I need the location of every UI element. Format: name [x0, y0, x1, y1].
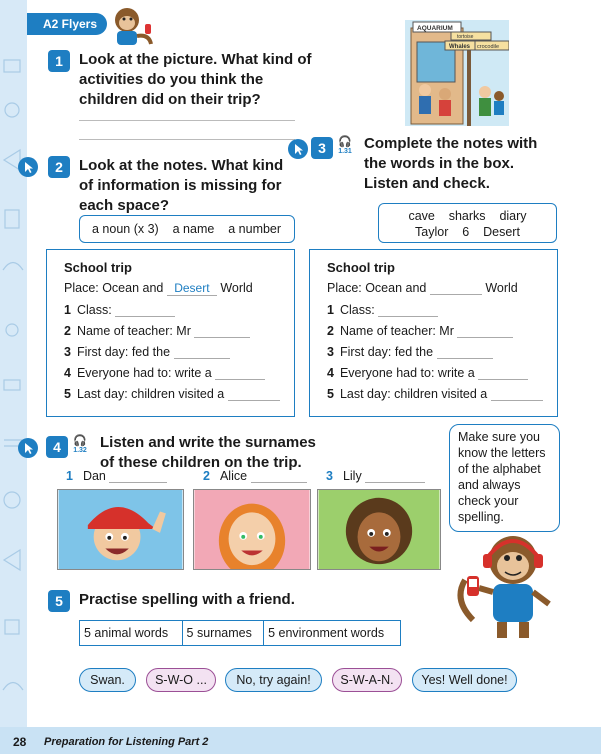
category-surnames: 5 surnames	[183, 621, 265, 645]
category-animal-words: 5 animal words	[80, 621, 183, 645]
exercise-5-heading: Practise spelling with a friend.	[79, 591, 295, 608]
cursor-icon	[18, 438, 38, 458]
spelling-categories-table	[79, 620, 401, 646]
monkey-headphones-mascot	[453, 530, 563, 640]
child-label-2: 2 Alice	[203, 469, 307, 483]
word-box-line-2: Taylor 6 Desert	[415, 225, 520, 239]
tip-speech-bubble: Make sure you know the letters of the alphabet and always check your spelling.	[449, 424, 560, 532]
exercise-1-number: 1	[48, 50, 70, 72]
footer-title: Preparation for Listening Part 2	[44, 736, 209, 748]
crocodile-sign: crocodile	[477, 44, 500, 50]
exercise-2-heading: Look at the notes. What kind of information is missing for each space?	[79, 157, 284, 214]
notes-left-item: 5 Last day: children visited a	[64, 387, 280, 401]
notes-left-item: 3 First day: fed the	[64, 345, 230, 359]
notes-right-place: Place: Ocean and World	[327, 281, 518, 295]
option-name: a name	[172, 222, 215, 236]
word-box-line-1: cave sharks diary	[408, 209, 527, 223]
exercise-2-number: 2	[48, 156, 70, 178]
notes-left-item: 1 Class:	[64, 303, 175, 317]
word-box	[378, 203, 557, 243]
notes-right-item[interactable]: 2 Name of teacher: Mr	[327, 324, 513, 338]
category-environment-words: 5 environment words	[268, 626, 385, 640]
exercise-3-heading: Complete the notes with the words in the box. Listen and check.	[364, 135, 538, 192]
dialogue-bubble-swo: S-W-O ...	[146, 668, 216, 692]
notes-left-title: School trip	[64, 260, 132, 275]
tortoise-sign: tortoise	[457, 34, 474, 40]
aquarium-sign: AQUARIUM	[417, 25, 453, 32]
headphones-icon: 🎧 1.32	[73, 435, 87, 454]
child-picture-lily	[317, 489, 441, 570]
notes-left-item: 2 Name of teacher: Mr	[64, 324, 250, 338]
child-picture-alice	[193, 489, 311, 570]
level-tab: A2 Flyers	[27, 13, 107, 35]
option-noun: a noun (x 3)	[92, 222, 159, 236]
notes-right-item[interactable]: 1 Class:	[327, 303, 438, 317]
audio-track-1-31: 1.31	[338, 148, 352, 155]
notes-right-title: School trip	[327, 260, 395, 275]
child-label-3: 3 Lily	[326, 469, 425, 483]
notes-left-place: Place: Ocean and Desert World	[64, 281, 253, 295]
side-doodle-pattern	[0, 0, 27, 754]
page-number: 28	[13, 735, 27, 749]
audio-track-1-32: 1.32	[73, 447, 87, 454]
info-type-box	[79, 215, 295, 243]
notes-right-item[interactable]: 5 Last day: children visited a	[327, 387, 543, 401]
exercise-1-answer-line-2	[79, 139, 295, 140]
notes-right-item[interactable]: 4 Everyone had to: write a	[327, 366, 528, 380]
exercise-1-heading: Look at the picture. What kind of activities do you think the children did on their trip?	[79, 51, 312, 108]
place-blank[interactable]	[430, 282, 482, 295]
notes-right-item[interactable]: 3 First day: fed the	[327, 345, 493, 359]
cursor-icon	[288, 139, 308, 159]
whales-sign: Whales	[449, 44, 471, 50]
exercise-5-number: 5	[48, 590, 70, 612]
exercise-4-number: 4	[46, 436, 68, 458]
cursor-icon	[18, 157, 38, 177]
exercise-4-heading: Listen and write the surnames of these children on the trip.	[100, 434, 316, 471]
exercise-1-answer-line-1	[79, 120, 295, 121]
handwritten-answer: Desert	[167, 281, 217, 296]
dialogue-bubble-swan: Swan.	[79, 668, 136, 692]
monkey-mascot-top	[105, 4, 157, 52]
dialogue-bubble-well-done: Yes! Well done!	[412, 668, 517, 692]
dialogue-bubble-swan-spelled: S-W-A-N.	[332, 668, 402, 692]
child-label-1: 1 Dan	[66, 469, 167, 483]
option-number: a number	[228, 222, 282, 236]
notes-left-item: 4 Everyone had to: write a	[64, 366, 265, 380]
dialogue-bubble-try-again: No, try again!	[225, 668, 322, 692]
headphones-icon: 🎧 1.31	[338, 136, 352, 155]
aquarium-trip-picture	[405, 20, 509, 126]
child-picture-dan	[57, 489, 184, 570]
exercise-3-number: 3	[311, 137, 333, 159]
